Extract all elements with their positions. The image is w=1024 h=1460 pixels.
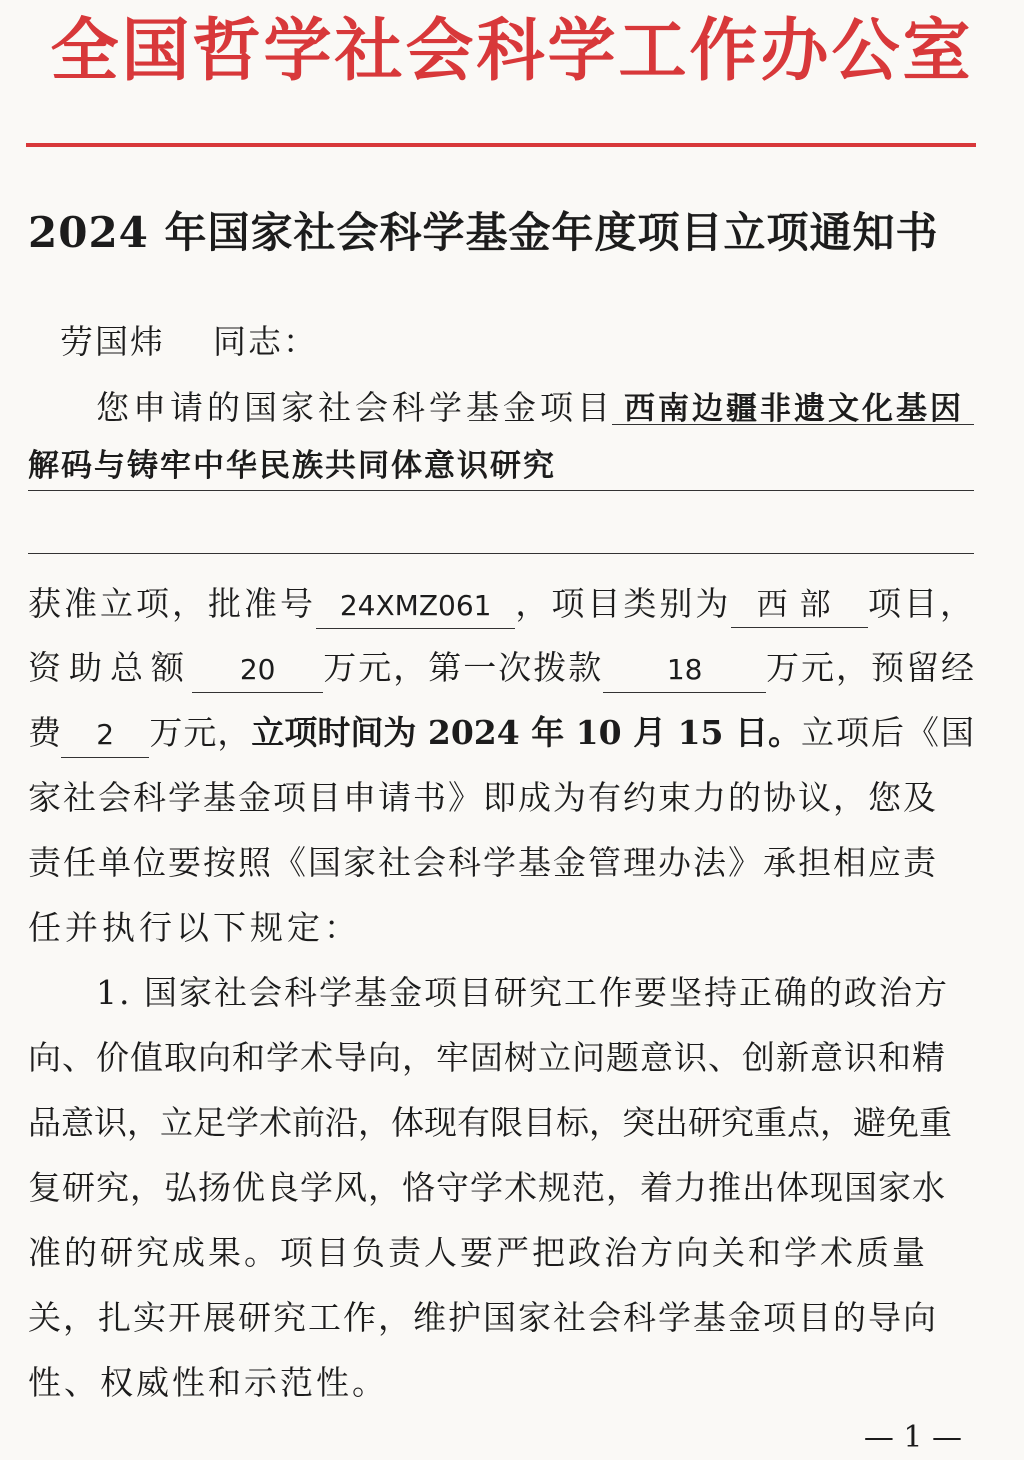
document-title: 2024 年国家社会科学基金年度项目立项通知书 [28, 208, 939, 257]
total-text: 资助总额 [28, 648, 192, 687]
paragraph-text: 品意识，立足学术前沿，体现有限目标，突出研究重点，避免重 [28, 1103, 952, 1142]
paragraph-text: 复研究，弘扬优良学风，恪守学术规范，着力推出体现国家水 [28, 1168, 946, 1207]
paragraph1-line4 [28, 770, 976, 826]
reserve-line [28, 705, 976, 761]
project-name-underline-3 [28, 553, 974, 554]
first-payment-amount: 18 [603, 648, 766, 693]
fee-char: 费 [28, 713, 61, 752]
funding-line [28, 640, 976, 696]
approval-date: 立项时间为 2024 年 10 月 15 日。 [251, 713, 801, 752]
salutation-suffix: 同志： [213, 322, 318, 361]
after-approval-text: 立项后《国 [801, 713, 976, 752]
project-category: 西部 [731, 583, 868, 628]
paragraph2-line3 [28, 1095, 976, 1151]
page-number: — 1 — [863, 1420, 962, 1455]
project-name-line1: 西南边疆非遗文化基因 [624, 391, 964, 427]
category-text: ，项目类别为 [515, 584, 732, 623]
paragraph-text: 向、价值取向和学术导向，牢固树立问题意识、创新意识和精 [28, 1038, 946, 1077]
paragraph-text: 家社会科学基金项目申请书》即成为有约束力的协议，您及 [28, 778, 938, 817]
paragraph2-line5 [28, 1225, 976, 1281]
salutation [60, 314, 460, 370]
approval-line [28, 576, 976, 632]
reserve-amount: 2 [61, 713, 149, 758]
project-name-underline-1 [612, 424, 974, 425]
approved-text: 获准立项，批准号 [28, 584, 316, 623]
project-name-line2: 解码与铸牢中华民族共同体意识研究 [28, 448, 556, 484]
paragraph-text: 1. 国家社会科学基金项目研究工作要坚持正确的政治方 [96, 973, 949, 1012]
paragraph2-line7 [28, 1355, 976, 1411]
project-name-underline-2 [28, 490, 974, 491]
office-header-title: 全国哲学社会科学工作办公室 [50, 12, 974, 91]
project-intro-text: 您申请的国家社会科学基金项目 [96, 388, 614, 427]
project-intro-line [96, 380, 976, 436]
paragraph-text: 准的研究成果。项目负责人要严把政治方向关和学术质量 [28, 1233, 928, 1272]
category-suffix: 项目， [868, 584, 976, 623]
paragraph2-line1 [96, 965, 976, 1021]
paragraph-text: 责任单位要按照《国家社会科学基金管理办法》承担相应责 [28, 843, 938, 882]
paragraph2-line4 [28, 1160, 976, 1216]
paragraph-text: 关，扎实开展研究工作，维护国家社会科学基金项目的导向 [28, 1298, 938, 1337]
project-name-line2-row [28, 438, 976, 494]
paragraph2-line2 [28, 1030, 976, 1086]
paragraph1-line6 [28, 900, 976, 956]
paragraph2-line6 [28, 1290, 976, 1346]
paragraph-text: 任并执行以下规定： [28, 908, 361, 947]
wan-text: 万元， [149, 713, 252, 752]
first-payment-text: 万元，第一次拨款 [323, 648, 604, 687]
total-amount: 20 [192, 648, 323, 693]
reserve-text: 万元，预留经 [766, 648, 976, 687]
paragraph-text: 性、权威性和示范性。 [28, 1363, 388, 1402]
approval-number: 24XMZ061 [316, 584, 515, 629]
paragraph1-line5 [28, 835, 976, 891]
header-red-rule [26, 143, 976, 147]
recipient-name: 劳国炜 [60, 322, 165, 361]
